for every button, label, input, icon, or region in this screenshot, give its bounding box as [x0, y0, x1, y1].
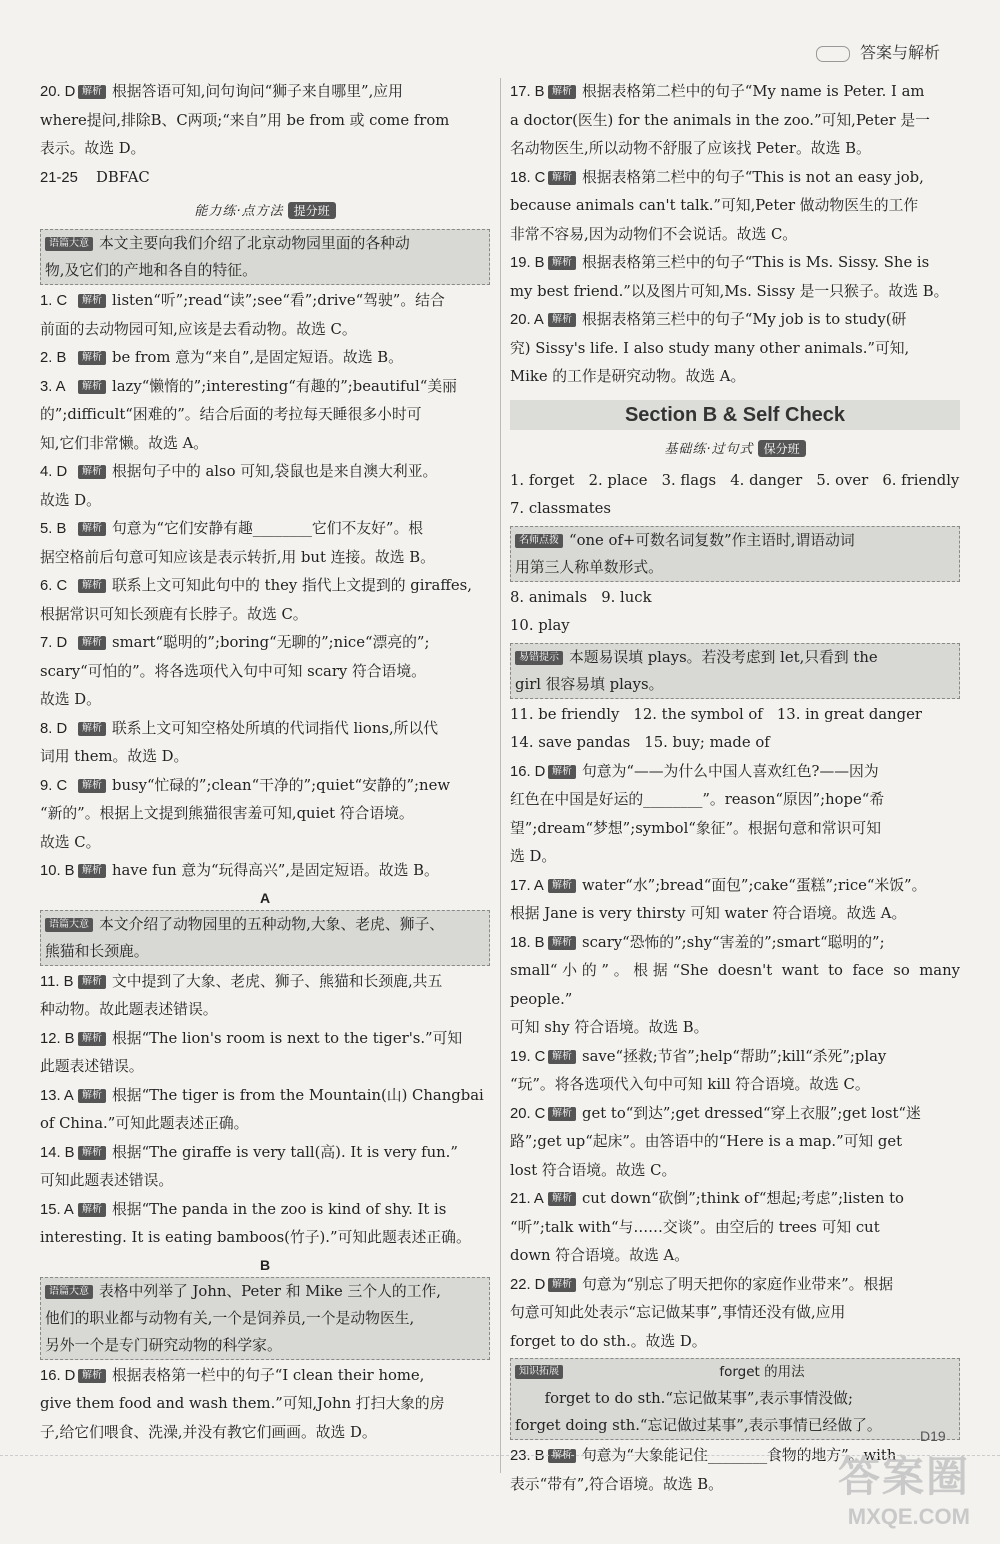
answer-line: 根据常识可知长颈鹿有长脖子。故选 C。 — [40, 605, 308, 623]
left-column — [40, 78, 490, 1447]
answer-row: 10. B 解析 have fun 意为“玩得高兴”,是固定短语。故选 B。 — [40, 862, 439, 879]
answer-row: 6. C 解析 联系上文可知此句中的 they 指代上文提到的 giraffes, — [40, 577, 472, 594]
answer-row: 16. D 解析 句意为“——为什么中国人喜欢红色?——因为 — [510, 762, 879, 780]
answer-line: 非常不容易,因为动物们不会说话。故选 C。 — [510, 225, 798, 243]
answer-row: 18. B 解析 scary“恐怖的”;shy“害羞的”;smart“聪明的”; — [510, 933, 885, 951]
answer-line: 句意可知此处表示“忘记做某事”,事情还没有做,应用 — [510, 1304, 846, 1321]
answer-line: 此题表述错误。 — [40, 1058, 144, 1075]
answer-line: 根据 Jane is very thirsty 可知 water 符合语境。故选 A。 — [510, 905, 907, 922]
watermark-logo: 答案圈 MXQE.COM — [837, 1453, 970, 1529]
answer-line: 表示。故选 D。 — [40, 140, 146, 157]
answer-line: 路”;get up“起床”。由答语中的“Here is a map.”可知 get — [510, 1133, 903, 1150]
answer-row: 8. D 解析 联系上文可知空格处所填的代词指代 lions,所以代 — [40, 719, 439, 737]
page-number: D19 — [920, 1428, 946, 1444]
answer-line: because animals can't talk.”可知,Peter 做动物医生的工作 — [510, 197, 919, 214]
answer-row: 21-25 DBFAC — [40, 168, 150, 186]
answer-line: forget to do sth.。故选 D。 — [510, 1332, 707, 1350]
fill-answers: 10. play — [510, 617, 570, 634]
tip-box: 名师点拨 “one of+可数名词复数”作主语时,谓语动词 用第三人称单数形式。 — [510, 526, 960, 582]
passage-letter-a: A — [259, 889, 271, 906]
answer-row: 1. C 解析 listen“听”;read“读”;see“看”;drive“驾驶”。结合 — [40, 292, 445, 309]
answer-row: 20. D 解析 根据答语可知,问句询问“狮子来自哪里”,应用 — [40, 83, 403, 100]
answer-row: 19. B 解析 根据表格第三栏中的句子“This is Ms. Sissy. She is — [510, 254, 930, 271]
answer-line: 表示“带有”,符合语境。故选 B。 — [510, 1475, 723, 1493]
answer-row: 22. D 解析 句意为“别忘了明天把你的家庭作业带来”。根据 — [510, 1275, 894, 1293]
answer-line: 故选 D。 — [40, 691, 101, 708]
answer-row: 19. C 解析 save“拯救;节省”;help“帮助”;kill“杀死”;play — [510, 1047, 887, 1065]
answer-line: lost 符合语境。故选 C。 — [510, 1161, 677, 1179]
summary-box: 语篇大意 本文主要向我们介绍了北京动物园里面的各种动 物,及它们的产地和各自的特征。 — [40, 229, 490, 285]
answer-line: 据空格前后句意可知应该是表示转折,用 but 连接。故选 B。 — [40, 548, 435, 566]
answer-row: 2. B 解析 be from 意为“来自”,是固定短语。故选 B。 — [40, 349, 403, 366]
answer-line: my best friend.”以及图片可知,Ms. Sissy 是一只猴子。故选 B。 — [510, 282, 949, 300]
answer-line: 故选 C。 — [40, 833, 101, 851]
answer-line: “玩”。将各选项代入句中可知 kill 符合语境。故选 C。 — [510, 1076, 870, 1093]
subsection-heading: 基础练·过句式 保分班 — [510, 438, 960, 457]
answer-row: 7. D 解析 smart“聪明的”;boring“无聊的”;nice“漂亮的”; — [40, 634, 430, 651]
answer-row: 13. A 解析 根据“The tiger is from the Mountain(山) Changbai — [40, 1086, 484, 1104]
answer-row: 5. B 解析 句意为“它们安静有趣________它们不友好”。根 — [40, 520, 424, 537]
answer-line: of China.”可知此题表述正确。 — [40, 1115, 249, 1132]
answer-line: scary“可怕的”。将各选项代入句中可知 scary 符合语境。 — [40, 662, 426, 680]
answer-line: 可知此题表述错误。 — [40, 1172, 174, 1189]
answer-row: 20. C 解析 get to“到达”;get dressed“穿上衣服”;get lost“迷 — [510, 1104, 921, 1122]
header-decoration-icon — [816, 46, 850, 62]
answer-row: 23. B 解析 句意为“大象能记住________食物的地方”。with — [510, 1447, 897, 1464]
answer-line: interesting. It is eating bamboos(竹子).”可知此题表述正确。 — [40, 1229, 471, 1246]
answer-row: 11. B 解析 文中提到了大象、老虎、狮子、熊猫和长颈鹿,共五 — [40, 972, 443, 990]
answer-row: 15. A 解析 根据“The panda in the zoo is kind of shy. It is — [40, 1200, 447, 1218]
answer-line: 选 D。 — [510, 848, 557, 865]
answer-row: 16. D 解析 根据表格第一栏中的句子“I clean their home, — [40, 1366, 425, 1384]
answer-row: 20. A 解析 根据表格第三栏中的句子“My job is to study(研 — [510, 311, 907, 328]
answer-row: 3. A 解析 lazy“懒惰的”;interesting“有趣的”;beautiful“美丽 — [40, 377, 457, 395]
column-divider — [500, 78, 501, 1473]
answer-line: 知,它们非常懒。故选 A。 — [40, 434, 209, 452]
answer-line: 名动物医生,所以动物不舒服了应该找 Peter。故选 B。 — [510, 140, 871, 157]
answer-row: 18. C 解析 根据表格第二栏中的句子“This is not an easy job, — [510, 168, 924, 186]
answer-line: “新的”。根据上文提到熊猫很害羞可知,quiet 符合语境。 — [40, 805, 414, 822]
fill-answers: 1. forget 2. place 3. flags 4. danger 5. over 6. friendly — [510, 471, 960, 489]
answer-line: “听”;talk with“与……交谈”。由空后的 trees 可知 cut — [510, 1218, 880, 1236]
answer-row: 4. D 解析 根据句子中的 also 可知,袋鼠也是来自澳大利亚。 — [40, 463, 438, 480]
answer-row: 17. A 解析 water“水”;bread“面包”;cake“蛋糕”;rice“米饭”。 — [510, 876, 927, 894]
answer-line: 望”;dream“梦想”;symbol“象征”。根据句意和常识可知 — [510, 819, 881, 837]
answer-line: 可知 shy 符合语境。故选 B。 — [510, 1019, 709, 1036]
summary-box: 语篇大意 表格中列举了 John、Peter 和 Mike 三个人的工作, 他们的职业都与动物有关,一个是饲养员,一个是动物医生, 另外一个是专门研究动物的科学家。 — [40, 1277, 490, 1360]
answer-line: 词用 them。故选 D。 — [40, 748, 189, 765]
answer-line: 种动物。故此题表述错误。 — [40, 1001, 218, 1018]
answer-line: Mike 的工作是研究动物。故选 A。 — [510, 368, 746, 385]
knowledge-box: 知识拓展 forget 的用法 forget to do sth.“忘记做某事”,表示事情没做; forget doing sth.“忘记做过某事”,表示事情已经做了。 — [510, 1358, 960, 1440]
passage-letter-b: B — [259, 1256, 271, 1273]
summary-box: 语篇大意 本文介绍了动物园里的五种动物,大象、老虎、狮子、 熊猫和长颈鹿。 — [40, 910, 490, 966]
answer-line: 故选 D。 — [40, 491, 101, 509]
right-column — [510, 78, 960, 1499]
answer-line: 究) Sissy's life. I also study many other animals.”可知, — [510, 339, 910, 357]
answer-line: 前面的去动物园可知,应该是去看动物。故选 C。 — [40, 320, 357, 338]
tip-box: 易错提示 本题易误填 plays。若没考虑到 let,只看到 the girl 很容易填 plays。 — [510, 643, 960, 699]
answer-row: 12. B 解析 根据“The lion's room is next to the tiger's.”可知 — [40, 1029, 463, 1047]
answer-row: 14. B 解析 根据“The giraffe is very tall(高). It is very fun.” — [40, 1143, 458, 1161]
answer-line: a doctor(医生) for the animals in the zoo.”可知,Peter 是一 — [510, 111, 930, 129]
answer-line: 的”;difficult“困难的”。结合后面的考拉每天睡很多小时可 — [40, 406, 422, 423]
section-title: Section B & Self Check — [510, 400, 960, 430]
answer-row: 9. C 解析 busy“忙碌的”;clean“干净的”;quiet“安静的”;new — [40, 776, 450, 794]
answer-line: small“小的”。根据“She doesn't want to face so many people.” — [510, 962, 960, 1008]
answer-line: down 符合语境。故选 A。 — [510, 1247, 690, 1264]
answer-line: 红色在中国是好运的________”。reason“原因”;hope“希 — [510, 791, 885, 808]
fill-answers: 7. classmates — [510, 500, 611, 517]
answer-line: give them food and wash them.”可知,John 打扫大象的房 — [40, 1395, 445, 1412]
fill-answers: 11. be friendly 12. the symbol of 13. in great danger — [510, 705, 922, 723]
subsection-heading: 能力练·点方法 提分班 — [40, 200, 490, 219]
answer-row: 17. B 解析 根据表格第二栏中的句子“My name is Peter. I am — [510, 83, 925, 100]
answer-line: where提问,排除B、C两项;“来自”用 be from 或 come from — [40, 111, 450, 129]
answer-row: 21. A 解析 cut down“砍倒”;think of“想起;考虑”;listen to — [510, 1190, 904, 1207]
answer-line: 子,给它们喂食、洗澡,并没有教它们画画。故选 D。 — [40, 1423, 377, 1441]
fill-answers: 14. save pandas 15. buy; made of — [510, 734, 770, 751]
fill-answers: 8. animals 9. luck — [510, 588, 652, 606]
page-header: 答案与解析 — [859, 43, 940, 62]
